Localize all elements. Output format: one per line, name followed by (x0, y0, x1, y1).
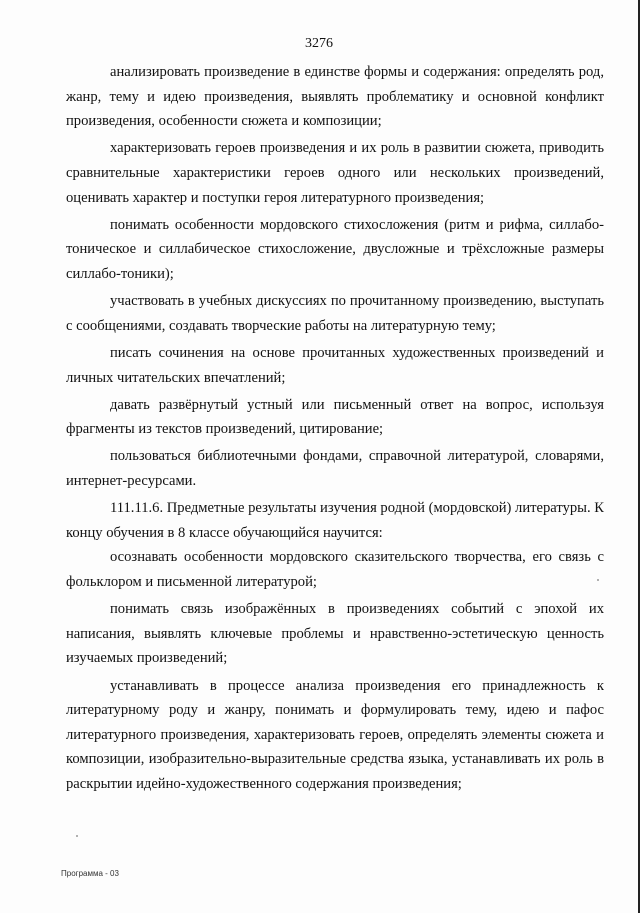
scan-speck (597, 579, 599, 581)
scan-speck (76, 835, 78, 837)
page-footer: Программа - 03 (61, 869, 119, 878)
section-heading-paragraph: 111.11.6. Предметные результаты изучения родной (мордовской) литературы. К концу обучения в 8 классе обучающийся научится: (66, 500, 605, 541)
paragraph: характеризовать героев произведения и их роль в развитии сюжета, приводить сравнительные характеристики героев одного или нескольких произведений, оценивать характер и поступки героя литературного произведения; (66, 140, 604, 206)
page-number: 3276 (305, 36, 333, 51)
paragraph: писать сочинения на основе прочитанных художественных произведений и личных читательских впечатлений; (66, 344, 604, 386)
paragraph: участвовать в учебных дискуссиях по прочитанному произведению, выступать с сообщениями, создавать творческие работы на литературную тему; (66, 293, 604, 334)
paragraph: осознавать особенности мордовского сказительского творчества, его связь с фольклором и письменной литературой; (66, 549, 604, 591)
document-body (66, 60, 604, 799)
paragraph: понимать особенности мордовского стихосложения (ритм и рифма, силлабо-тоническое и силлабическое стихосложение, двусложные и трёхсложные размеры силлабо-тоники); (66, 216, 604, 282)
paragraph: давать развёрнутый устный или письменный ответ на вопрос, используя фрагменты из текстов произведений, цитирование; (66, 396, 604, 438)
paragraph: понимать связь изображённых в произведениях событий с эпохой их написания, выявлять ключевые проблемы и нравственно-эстетическую ценность изучаемых произведений; (66, 601, 604, 667)
paragraph: пользоваться библиотечными фондами, справочной литературой, словарями, интернет-ресурсами. (66, 448, 604, 490)
paragraph: анализировать произведение в единстве формы и содержания: определять род, жанр, тему и идею произведения, выявлять проблематику и основной конфликт произведения, особенности сюжета и композиции; (66, 64, 604, 130)
paragraph: устанавливать в процессе анализа произведения его принадлежность к литературному роду и жанру, понимать и формулировать тему, идею и пафос литературного произведения, характеризовать героев, определять элементы сюжета и композиции, изобразительно-выразительные средства языка, устанавливать их роль в раскрытии идейно-художественного содержания произведения; (66, 677, 604, 792)
